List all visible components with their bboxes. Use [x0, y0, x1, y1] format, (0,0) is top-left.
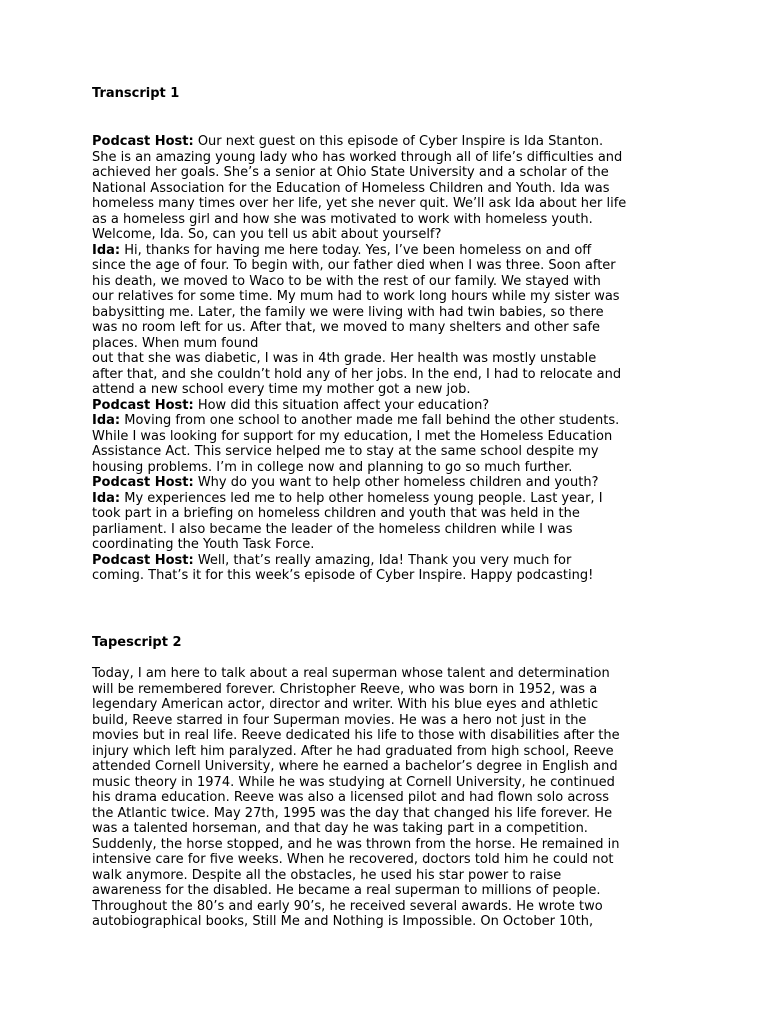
line-text: Welcome, Ida. So, can you tell us abit about yourself? [92, 227, 442, 242]
transcript-line [92, 553, 692, 569]
transcript-line [92, 506, 692, 522]
transcript-line [92, 444, 692, 460]
transcript-1-body [92, 134, 692, 584]
line-text: National Association for the Education of Homeless Children and Youth. Ida was [92, 180, 610, 196]
line-text: How did this situation affect your education? [193, 397, 490, 413]
transcript-line [92, 134, 692, 150]
transcript-line [92, 165, 692, 181]
transcript-line [92, 243, 692, 259]
tapescript-line: Throughout the 80’s and early 90’s, he received several awards. He wrote two [92, 898, 603, 914]
line-text: Our next guest on this episode of Cyber Inspire is Ida Stanton. [193, 134, 604, 149]
line-text: after that, and she couldn’t hold any of her jobs. In the end, I had to relocate and [92, 366, 622, 382]
transcript-line [92, 150, 692, 166]
tapescript-line: injury which left him paralyzed. After he had graduated from high school, Reeve [92, 743, 614, 759]
tapescript-line: autobiographical books, Still Me and Nothing is Impossible. On October 10th, [92, 914, 594, 929]
line-text: our relatives for some time. My mum had to work long hours while my sister was [92, 289, 620, 304]
transcript-line [92, 429, 692, 445]
line-text: Why do you want to help other homeless children and youth? [193, 475, 599, 490]
line-text: Well, that’s really amazing, Ida! Thank you very much for [193, 552, 572, 568]
transcript-line [92, 320, 692, 336]
transcript-1-title: Transcript 1 [92, 86, 180, 101]
speaker-label: Ida: [92, 413, 121, 428]
tapescript-line: his drama education. Reeve was also a licensed pilot and had flown solo across [92, 790, 610, 805]
tapescript-line: the Atlantic twice. May 27th, 1995 was the day that changed his life forever. He [92, 805, 613, 821]
transcript-line [92, 522, 692, 538]
transcript-line [92, 398, 692, 414]
line-text: While I was looking for support for my education, I met the Homeless Education [92, 428, 613, 444]
transcript-line [92, 181, 692, 197]
transcript-line [92, 537, 692, 553]
line-text: was no room left for us. After that, we moved to many shelters and other safe [92, 320, 601, 335]
line-text: coming. That’s it for this week’s episode of Cyber Inspire. Happy podcasting! [92, 568, 594, 583]
transcript-line [92, 382, 692, 398]
line-text: babysitting me. Later, the family we were living with had twin babies, so there [92, 304, 604, 320]
transcript-line [92, 305, 692, 321]
line-text: took part in a briefing on homeless children and youth that was held in the [92, 506, 580, 521]
line-text: homeless many times over her life, yet she never quit. We’ll ask Ida about her life [92, 196, 627, 211]
line-text: out that she was diabetic, I was in 4th grade. Her health was mostly unstable [92, 351, 597, 366]
speaker-label: Ida: [92, 242, 121, 258]
line-text: parliament. I also became the leader of the homeless children while I was [92, 521, 573, 537]
tapescript-line: will be remembered forever. Christopher Reeve, who was born in 1952, was a [92, 681, 598, 697]
line-text: as a homeless girl and how she was motivated to work with homeless youth. [92, 211, 593, 227]
speaker-label: Podcast Host: [92, 475, 194, 490]
transcript-line [92, 336, 692, 352]
transcript-line [92, 227, 692, 243]
line-text: She is an amazing young lady who has worked through all of life’s difficulties and [92, 149, 623, 165]
line-text: My experiences led me to help other homeless young people. Last year, I [120, 490, 603, 506]
speaker-label: Podcast Host: [92, 134, 194, 149]
transcript-line [92, 367, 692, 383]
speaker-label: Podcast Host: [92, 397, 194, 413]
tapescript-line: legendary American actor, director and writer. With his blue eyes and athletic [92, 697, 599, 712]
speaker-label: Podcast Host: [92, 552, 194, 568]
tapescript-line: intensive care for five weeks. When he recovered, doctors told him he could not [92, 852, 614, 867]
tapescript-2-body [92, 666, 692, 930]
line-text: achieved her goals. She’s a senior at Ohio State University and a scholar of the [92, 165, 609, 180]
transcript-line [92, 491, 692, 507]
tapescript-line: Suddenly, the horse stopped, and he was thrown from the horse. He remained in [92, 836, 620, 852]
transcript-line [92, 568, 692, 584]
line-text: places. When mum found [92, 335, 259, 351]
line-text: Hi, thanks for having me here today. Yes, I’ve been homeless on and off [120, 242, 592, 258]
tapescript-line: attended Cornell University, where he earned a bachelor’s degree in English and [92, 759, 618, 774]
line-text: his death, we moved to Waco to be with the rest of our family. We stayed with [92, 273, 601, 289]
transcript-line [92, 475, 692, 491]
line-text: housing problems. I’m in college now and planning to go so much further. [92, 459, 573, 475]
tapescript-line: walk anymore. Despite all the obstacles, he used his star power to raise [92, 867, 562, 883]
transcript-line [92, 258, 692, 274]
line-text: coordinating the Youth Task Force. [92, 537, 315, 552]
tapescript-line: was a talented horseman, and that day he was taking part in a competition. [92, 821, 588, 836]
transcript-line [92, 196, 692, 212]
transcript-line [92, 460, 692, 476]
transcript-line [92, 289, 692, 305]
tapescript-line: build, Reeve starred in four Superman movies. He was a hero not just in the [92, 712, 587, 728]
transcript-line [92, 413, 692, 429]
transcript-line [92, 274, 692, 290]
line-text: Moving from one school to another made me fall behind the other students. [120, 413, 620, 428]
transcript-line [92, 351, 692, 367]
line-text: attend a new school every time my mother got a new job. [92, 382, 471, 397]
line-text: Assistance Act. This service helped me to stay at the same school despite my [92, 444, 599, 459]
transcript-line [92, 212, 692, 228]
tapescript-2-title: Tapescript 2 [92, 635, 182, 650]
line-text: since the age of four. To begin with, our father died when I was three. Soon after [92, 258, 616, 273]
tapescript-line: Today, I am here to talk about a real superman whose talent and determination [92, 666, 610, 681]
tapescript-line: music theory in 1974. While he was studying at Cornell University, he continued [92, 774, 615, 790]
tapescript-line: movies but in real life. Reeve dedicated his life to those with disabilities after the [92, 728, 620, 743]
tapescript-line: awareness for the disabled. He became a real superman to millions of people. [92, 883, 601, 898]
speaker-label: Ida: [92, 490, 121, 506]
document-page [92, 0, 692, 1024]
